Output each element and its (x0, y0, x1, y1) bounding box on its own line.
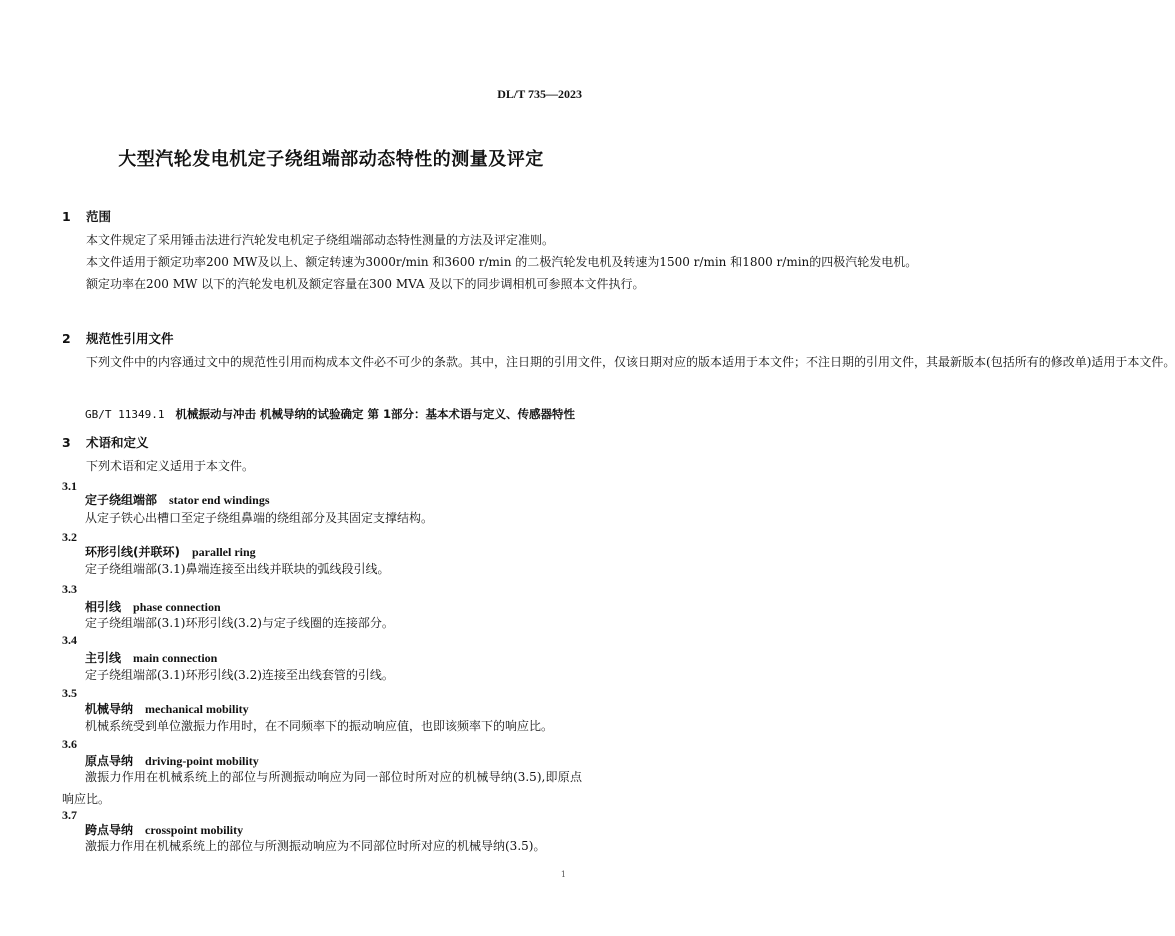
standard-code: DL/T 735—2023 (497, 87, 582, 101)
term-definition (62, 612, 582, 634)
section-number: 2 (62, 331, 71, 346)
term-zh: 相引线 (85, 600, 122, 614)
section-1-heading (62, 207, 111, 225)
paragraph: 本文件规定了采用锤击法进行汽轮发电机定子绕组端部动态特性测量的方法及评定准则。 (86, 233, 555, 247)
definition-text: 激振力作用在机械系统上的部位与所测振动响应为不同部位时所对应的机械导纳(3.5)。 (85, 839, 546, 853)
normative-body (62, 351, 1175, 373)
term-definition (62, 715, 582, 737)
paragraph: 额定功率在200 MW 以下的汽轮发电机及额定容量在300 MVA 及以下的同步调相机可参照本文件执行。 (86, 277, 645, 291)
term-title (85, 491, 270, 508)
definition-text: 定子绕组端部(3.1)鼻端连接至出线并联块的弧线段引线。 (85, 562, 390, 576)
definition-text: 激振力作用在机械系统上的部位与所测振动响应为同一部位时所对应的机械导纳(3.5),即原点响应比。 (62, 770, 582, 806)
term-definition (62, 558, 582, 580)
term-en: main connection (133, 651, 218, 665)
term-number: 3.7 (62, 808, 77, 822)
section-number: 3 (62, 435, 71, 450)
term-en: phase connection (133, 600, 221, 614)
term-number: 3.4 (62, 633, 77, 647)
section-2-heading (62, 329, 174, 347)
term-number: 3.1 (62, 479, 77, 493)
definition-text: 机械系统受到单位激振力作用时，在不同频率下的振动响应值，也即该频率下的响应比。 (85, 719, 554, 733)
term-en: driving-point mobility (145, 754, 259, 768)
term-definition (62, 507, 582, 529)
page-number: 1 (560, 870, 566, 879)
section-3-heading (62, 433, 149, 451)
document-title: 大型汽轮发电机定子绕组端部动态特性的测量及评定 (118, 149, 544, 170)
reference-title: 机械振动与冲击 机械导纳的试验确定 第 1部分：基本术语与定义、传感器特性 (175, 407, 575, 421)
reference-entry (85, 406, 575, 422)
section-number: 1 (62, 209, 71, 224)
term-zh: 主引线 (85, 651, 122, 665)
term-en: crosspoint mobility (145, 823, 244, 837)
scope-body (62, 229, 918, 295)
term-zh: 原点导纳 (85, 754, 134, 768)
term-definition (62, 766, 582, 810)
paragraph: 下列文件中的内容通过文中的规范性引用而构成本文件必不可少的条款。其中，注日期的引用文件，仅该日期对应的版本适用于本文件；不注日期的引用文件，其最新版本(包括所有的修改单)适用于本文件。 (86, 355, 1175, 369)
term-definition (62, 835, 582, 857)
term-zh: 机械导纳 (85, 702, 134, 716)
section-title: 规范性引用文件 (86, 331, 174, 346)
paragraph: 本文件适用于额定功率200 MW及以上、额定转速为3000r/min 和3600 r/min 的二极汽轮发电机及转速为1500 r/min 和1800 r/min的四极汽轮发电机。 (86, 255, 918, 269)
definition-text: 从定子铁心出槽口至定子绕组鼻端的绕组部分及其固定支撑结构。 (85, 511, 434, 525)
term-zh: 定子绕组端部 (85, 493, 158, 507)
term-number: 3.3 (62, 582, 77, 596)
section-title: 范围 (86, 209, 112, 224)
term-definition (62, 664, 582, 686)
reference-code: GB/T 11349.1 (85, 408, 165, 421)
term-en: parallel ring (191, 545, 256, 559)
term-zh: 环形引线(并联环) (85, 545, 180, 559)
term-en: stator end windings (169, 493, 270, 507)
term-number: 3.2 (62, 530, 77, 544)
term-number: 3.5 (62, 686, 77, 700)
paragraph: 下列术语和定义适用于本文件。 (86, 459, 255, 473)
term-en: mechanical mobility (145, 702, 249, 716)
terms-intro (62, 455, 582, 477)
term-zh: 跨点导纳 (85, 823, 134, 837)
definition-text: 定子绕组端部(3.1)环形引线(3.2)与定子线圈的连接部分。 (85, 616, 394, 630)
definition-text: 定子绕组端部(3.1)环形引线(3.2)连接至出线套管的引线。 (85, 668, 394, 682)
section-title: 术语和定义 (86, 435, 149, 450)
term-number: 3.6 (62, 737, 77, 751)
